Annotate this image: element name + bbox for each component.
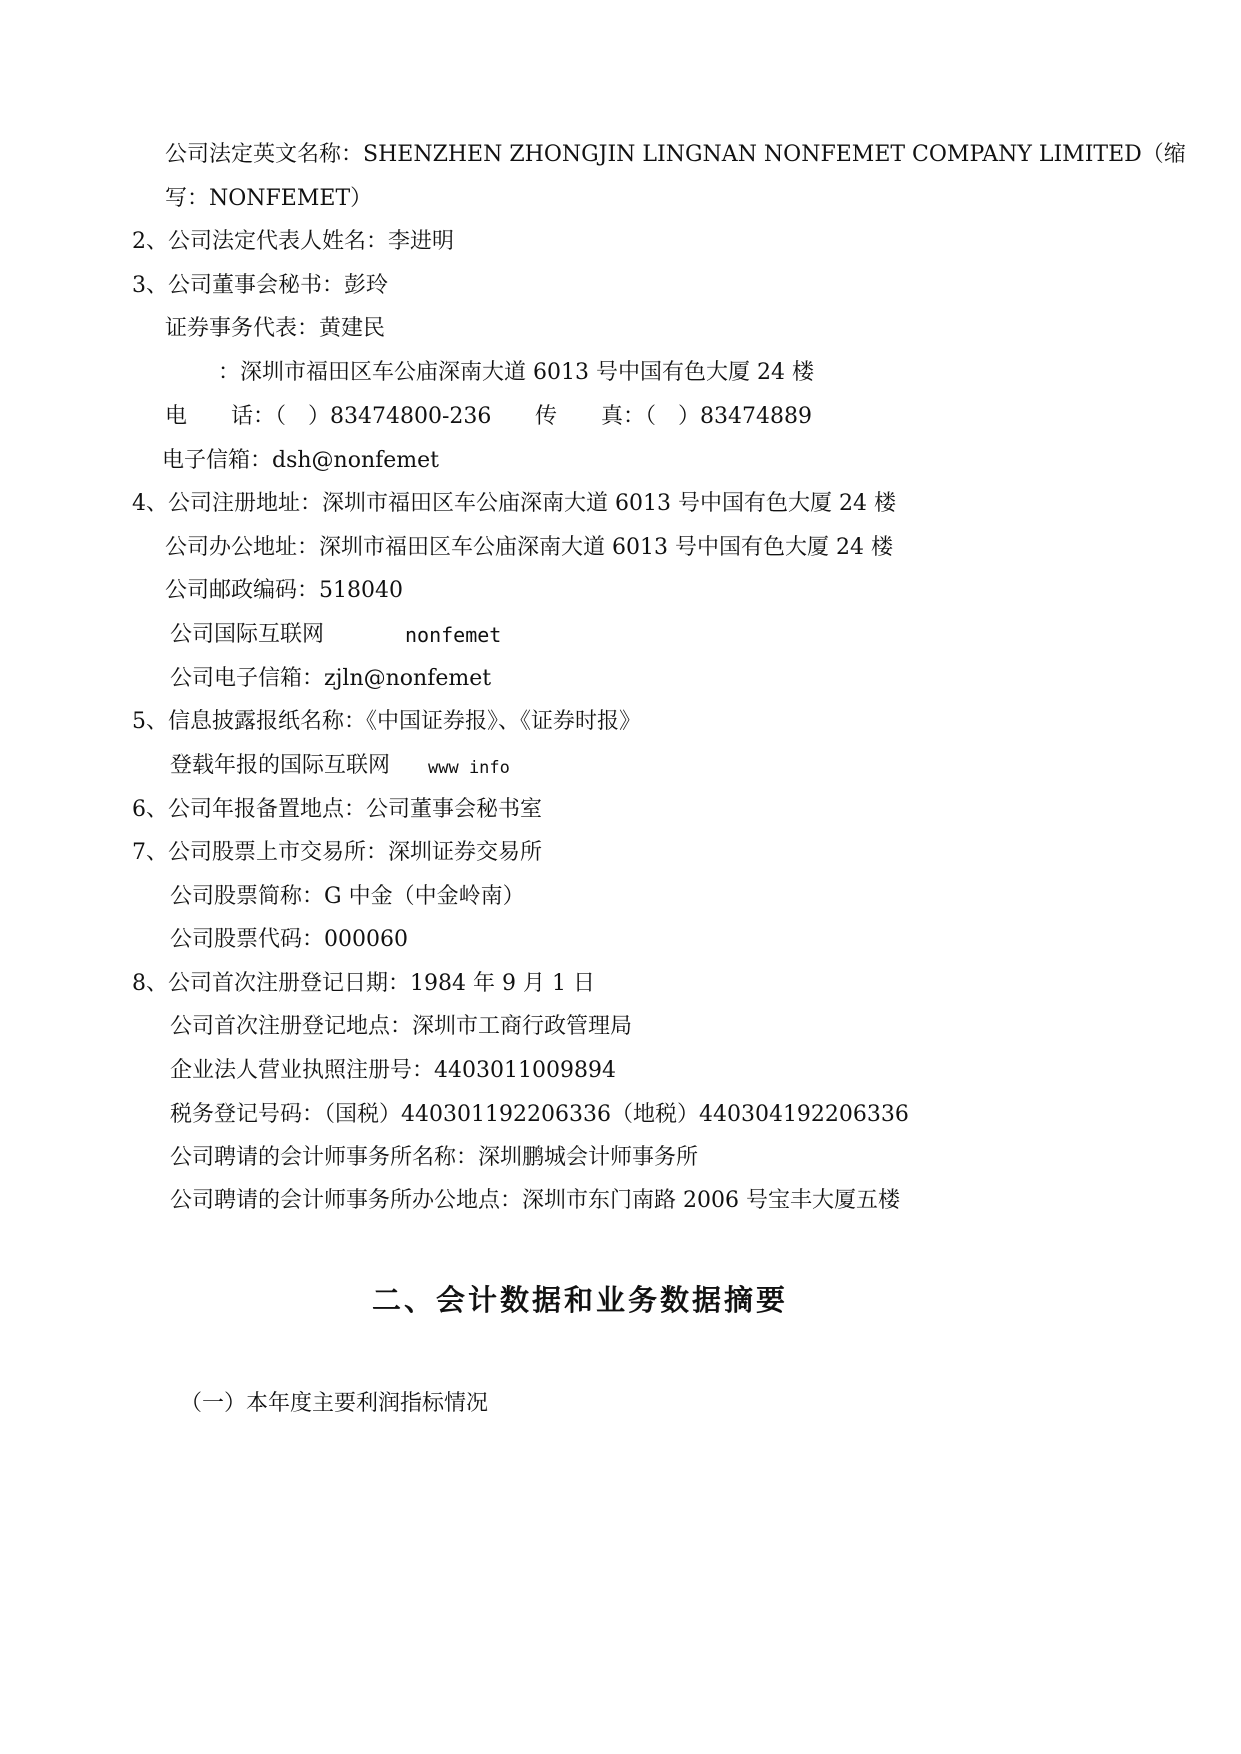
office-address: 公司办公地址：深圳市福田区车公庙深南大道 6013 号中国有色大厦 24 楼 xyxy=(165,535,893,560)
section-heading: 二、会计数据和业务数据摘要 xyxy=(372,1283,789,1317)
subsection-heading: （一）本年度主要利润指标情况 xyxy=(180,1391,489,1416)
registered-address: 4、公司注册地址：深圳市福田区车公庙深南大道 6013 号中国有色大厦 24 楼 xyxy=(132,491,896,516)
accounting-firm-name: 公司聘请的会计师事务所名称：深圳鹏城会计师事务所 xyxy=(170,1145,699,1170)
postal-code: 公司邮政编码：518040 xyxy=(165,578,403,603)
first-registration-place: 公司首次注册登记地点：深圳市工商行政管理局 xyxy=(170,1014,633,1039)
fax: 传 真：（ ）83474889 xyxy=(535,404,812,429)
annual-report-website-value: www info xyxy=(428,758,510,778)
disclosure-newspapers: 5、信息披露报纸名称：《中国证券报》、《证券时报》 xyxy=(132,709,641,734)
tax-registration-number: 税务登记号码：（国税）440301192206336（地税）440304192206336 xyxy=(170,1102,909,1127)
website-label: 公司国际互联网 xyxy=(170,622,325,647)
accounting-firm-address: 公司聘请的会计师事务所办公地点：深圳市东门南路 2006 号宝丰大厦五楼 xyxy=(170,1188,900,1213)
stock-exchange: 7、公司股票上市交易所：深圳证券交易所 xyxy=(132,840,542,865)
first-registration-date: 8、公司首次注册登记日期：1984 年 9 月 1 日 xyxy=(132,971,595,996)
secretary-email: 电子信箱：dsh@nonfemet xyxy=(162,448,440,473)
legal-representative: 2、公司法定代表人姓名：李进明 xyxy=(132,229,454,254)
stock-code: 公司股票代码：000060 xyxy=(170,927,408,952)
securities-representative: 证券事务代表：黄建民 xyxy=(165,316,386,341)
annual-report-website-label: 登载年报的国际互联网 xyxy=(170,753,391,778)
board-secretary: 3、公司董事会秘书：彭玲 xyxy=(132,273,388,298)
company-english-name-line: 公司法定英文名称：SHENZHEN ZHONGJIN LINGNAN NONFEMET COMPANY LIMITED（缩 xyxy=(165,142,1186,167)
company-english-name-abbrev: 写：NONFEMET） xyxy=(165,186,373,211)
business-license-number: 企业法人营业执照注册号：4403011009894 xyxy=(170,1058,616,1083)
stock-short-name: 公司股票简称：G 中金（中金岭南） xyxy=(170,884,525,909)
report-storage-location: 6、公司年报备置地点：公司董事会秘书室 xyxy=(132,797,542,822)
website-value: nonfemet xyxy=(405,623,502,647)
contact-address: ：深圳市福田区车公庙深南大道 6013 号中国有色大厦 24 楼 xyxy=(218,360,814,385)
telephone: 电 话：（ ）83474800-236 xyxy=(165,404,492,429)
company-email: 公司电子信箱：zjln@nonfemet xyxy=(170,666,492,691)
